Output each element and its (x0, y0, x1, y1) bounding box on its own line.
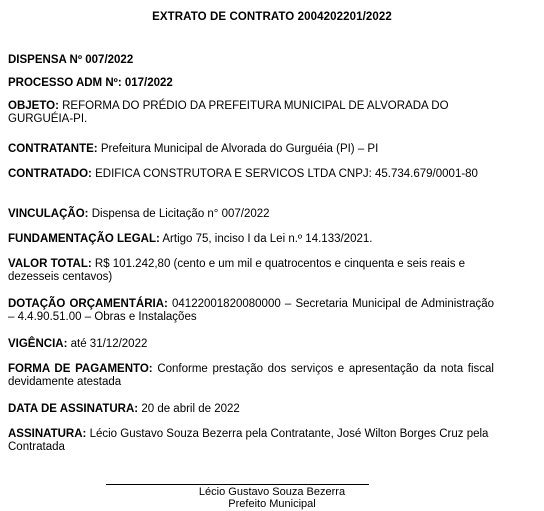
contratado-value: EDIFICA CONSTRUTORA E SERVICOS LTDA CNPJ: 45.734.679/0001-80 (95, 168, 478, 180)
assinatura-label: ASSINATURA: (8, 428, 87, 440)
pagamento-value: Conforme prestação dos serviços e apresentação da nota fiscal devidamente atestada (8, 363, 494, 388)
valor-field (8, 258, 494, 283)
fundamentacao-field (8, 233, 494, 246)
signatory-name: Lécio Gustavo Souza Bezerra (198, 486, 346, 498)
contratante-value: Prefeitura Municipal de Alvorada do Gurguéia (PI) – PI (100, 143, 379, 155)
vinculacao-value: Dispensa de Licitação n° 007/2022 (91, 208, 270, 220)
fundamentacao-value: Artigo 75, inciso I da Lei n.º 14.133/2021. (162, 233, 373, 245)
assinatura-field (8, 428, 494, 453)
vigencia-value: até 31/12/2022 (70, 338, 148, 350)
fundamentacao-label: FUNDAMENTAÇÃO LEGAL: (8, 233, 160, 245)
data-assinatura-label: DATA DE ASSINATURA: (8, 403, 139, 415)
document-title: EXTRATO DE CONTRATO 2004202201/2022 (152, 11, 392, 23)
vigencia-field (8, 338, 494, 351)
vinculacao-label: VINCULAÇÃO: (8, 208, 89, 220)
contratante-field (8, 143, 494, 156)
signatory-role: Prefeito Municipal (228, 498, 316, 510)
pagamento-label: FORMA DE PAGAMENTO: (8, 363, 153, 375)
objeto-field (8, 100, 494, 125)
valor-label: VALOR TOTAL: (8, 258, 92, 270)
vinculacao-field (8, 208, 494, 221)
dispensa-line: DISPENSA Nº 007/2022 (8, 54, 134, 66)
dotacao-value: 04122001820080000 – Secretaria Municipal de Administração – 4.4.90.51.00 – Obras e Instalações (8, 298, 495, 323)
processo-line: PROCESSO ADM Nº: 017/2022 (8, 77, 173, 89)
signature-line (106, 484, 369, 485)
objeto-value: REFORMA DO PRÉDIO DA PREFEITURA MUNICIPAL DE ALVORADA DO GURGUÉIA-PI. (8, 100, 449, 125)
assinatura-value: Lécio Gustavo Souza Bezerra pela Contratante, José Wilton Borges Cruz pela Contratada (8, 428, 489, 453)
pagamento-field (8, 363, 494, 388)
vigencia-label: VIGÊNCIA: (8, 338, 68, 350)
dotacao-field (8, 298, 494, 323)
contratante-label: CONTRATANTE: (8, 143, 98, 155)
contratado-label: CONTRATADO: (8, 168, 92, 180)
data-assinatura-field (8, 403, 494, 416)
objeto-label: OBJETO: (8, 100, 59, 112)
valor-value: R$ 101.242,80 (cento e um mil e quatrocentos e cinquenta e seis reais e dezesseis centavos) (8, 258, 466, 283)
contratado-field (8, 168, 494, 181)
dotacao-label: DOTAÇÃO ORÇAMENTÁRIA: (8, 298, 168, 310)
data-assinatura-value: 20 de abril de 2022 (141, 403, 240, 415)
